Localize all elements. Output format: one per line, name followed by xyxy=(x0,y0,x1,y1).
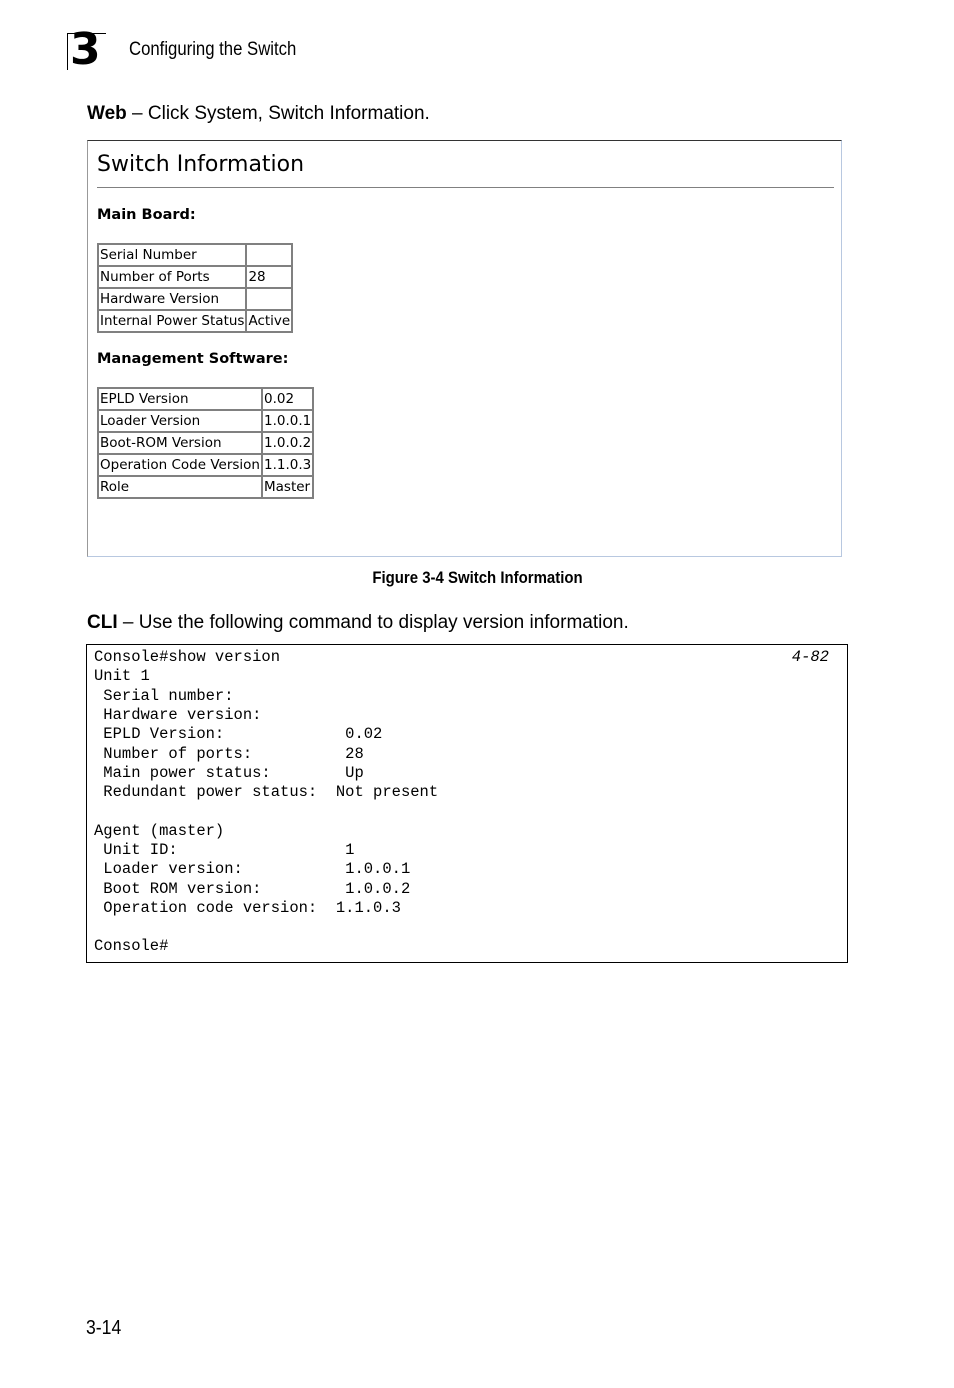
field-label: EPLD Version xyxy=(98,388,262,410)
code-line: Number of ports: 28 xyxy=(94,745,364,763)
field-value: Active xyxy=(246,310,292,332)
cli-label: CLI xyxy=(87,612,118,633)
code-line: Main power status: Up xyxy=(94,764,364,782)
figure-caption xyxy=(0,568,954,588)
field-label: Serial Number xyxy=(98,244,246,266)
title-divider xyxy=(97,187,834,188)
web-instruction-text: – Click System, Switch Information. xyxy=(126,103,430,124)
code-line: EPLD Version: 0.02 xyxy=(94,725,383,743)
code-line: Console# xyxy=(94,937,169,955)
field-label: Loader Version xyxy=(98,410,262,432)
page-number: 3-14 xyxy=(86,1317,122,1339)
field-value: 1.0.0.1 xyxy=(262,410,313,432)
code-line: Unit ID: 1 xyxy=(94,841,355,859)
table-row xyxy=(98,432,313,454)
figure-caption-text: Figure 3-4 Switch Information xyxy=(371,568,583,587)
main-board-table xyxy=(97,243,293,333)
table-row xyxy=(98,244,292,266)
field-label: Hardware Version xyxy=(98,288,246,310)
field-label: Role xyxy=(98,476,262,498)
cli-code-block xyxy=(86,644,848,963)
code-line: Hardware version: xyxy=(94,706,262,724)
field-value: 28 xyxy=(246,266,292,288)
screenshot-title: Switch Information xyxy=(97,152,305,177)
field-label: Boot-ROM Version xyxy=(98,432,262,454)
main-board-heading: Main Board: xyxy=(97,207,196,223)
field-value: 1.1.0.3 xyxy=(262,454,313,476)
field-value xyxy=(246,288,292,310)
code-line: Agent (master) xyxy=(94,822,225,840)
code-line: Boot ROM version: 1.0.0.2 xyxy=(94,880,411,898)
field-value: 0.02 xyxy=(262,388,313,410)
command-reference: 4-82 xyxy=(791,648,829,666)
web-label: Web xyxy=(87,103,127,124)
field-value xyxy=(246,244,292,266)
code-line: Operation code version: 1.1.0.3 xyxy=(94,899,401,917)
field-label: Operation Code Version xyxy=(98,454,262,476)
management-software-heading: Management Software: xyxy=(97,351,289,367)
cli-instruction xyxy=(87,612,629,634)
field-label: Number of Ports xyxy=(98,266,246,288)
management-software-table xyxy=(97,387,314,499)
code-line: Redundant power status: Not present xyxy=(94,783,439,801)
table-row xyxy=(98,410,313,432)
table-row xyxy=(98,476,313,498)
table-row xyxy=(98,310,292,332)
table-row xyxy=(98,388,313,410)
table-row xyxy=(98,266,292,288)
table-row xyxy=(98,454,313,476)
table-row xyxy=(98,288,292,310)
code-line: Loader version: 1.0.0.1 xyxy=(94,860,411,878)
web-instruction xyxy=(87,103,430,125)
code-line: Console#show version xyxy=(94,648,281,666)
switch-information-screenshot xyxy=(87,140,842,557)
field-label: Internal Power Status xyxy=(98,310,246,332)
field-value: Master xyxy=(262,476,313,498)
code-line: Serial number: xyxy=(94,687,234,705)
code-line: Unit 1 xyxy=(94,667,150,685)
cli-instruction-text: – Use the following command to display version information. xyxy=(117,612,629,633)
chapter-number: 3 xyxy=(70,24,100,75)
chapter-title: Configuring the Switch xyxy=(129,39,297,60)
field-value: 1.0.0.2 xyxy=(262,432,313,454)
